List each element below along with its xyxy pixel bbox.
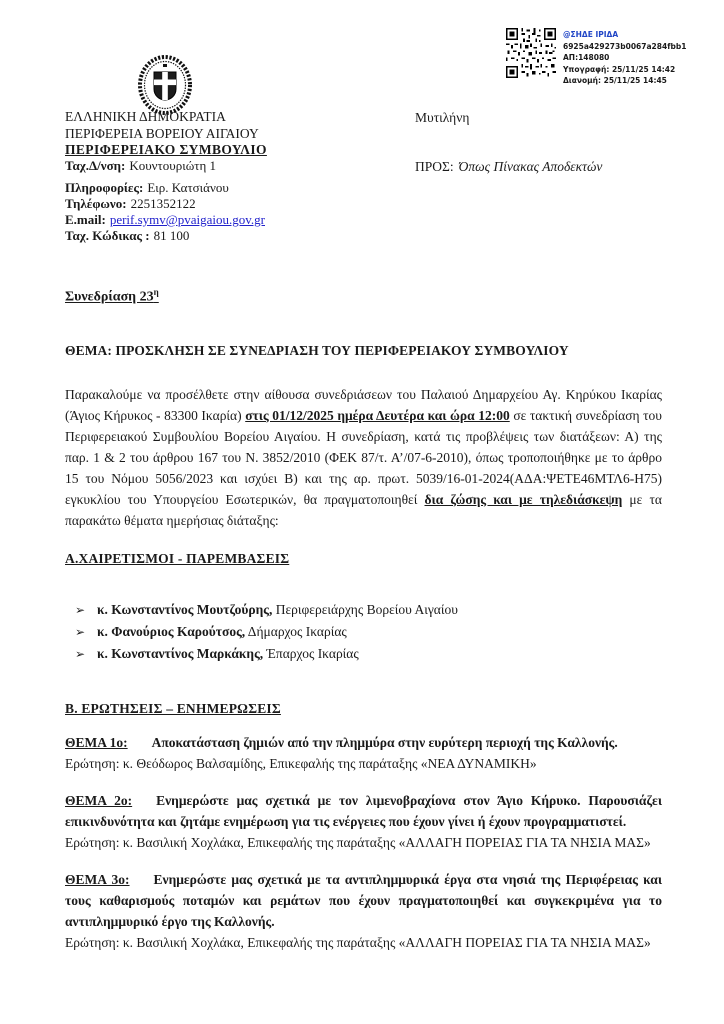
to-value: Όπως Πίνακας Αποδεκτών [458,159,603,174]
topic-3-title-text: Ενημερώστε μας σχετικά με τα αντιπλημμυρικά έργα στα νησιά της Περιφέρειας και τους καθαρισμούς ποταμών και ρεμάτων που έχουν πραγματοποιηθεί και συγκεκριμένα για το αντιπλημμυρικό έργο της Καλλονής. [65,871,662,929]
hellenic-republic-emblem-icon [120,54,210,116]
contact-postal-label: Ταχ. Κώδικας : [65,228,150,243]
city-line: Μυτιλήνη [415,110,470,125]
topic-1-title-text: Αποκατάσταση ζημιών από την πλημμύρα στην ευρύτερη περιοχή της Καλλονής. [151,734,618,750]
contact-details [65,158,265,244]
topic-3-title [65,869,662,932]
topic-1-question: Ερώτηση: κ. Θεόδωρος Βαλσαμίδης, Επικεφαλής της παράταξης «ΝΕΑ ΔΥΝΑΜΙΚΗ» [65,755,537,771]
contact-address-value: Κουντουριώτη 1 [129,158,217,173]
org-line-republic: ΕΛΛΗΝΙΚΗ ΔΗΜΟΚΡΑΤΙΑ [65,109,226,124]
session-title-superscript: η [153,287,159,297]
contact-phone [65,196,265,212]
irida-metadata [563,28,686,87]
irida-distribution-timestamp: Διανομή: 25/11/25 14:45 [563,76,667,85]
irida-signature-timestamp: Υπογραφή: 25/11/25 14:42 [563,64,676,74]
document-body [65,282,662,969]
topic-3-label: ΘΕΜΑ 3ο: [65,871,130,887]
contact-info-label: Πληροφορίες: [65,180,144,195]
contact-email-label: E.mail: [65,212,106,227]
section-a-heading: Α.ΧΑΙΡΕΤΙΣΜΟΙ - ΠΑΡΕΜΒΑΣΕΙΣ [65,550,290,566]
subject-line: ΘΕΜΑ: ΠΡΟΣΚΛΗΣΗ ΣΕ ΣΥΝΕΔΡΙΑΣΗ ΤΟΥ ΠΕΡΙΦΕΡΕΙΑΚΟΥ ΣΥΜΒΟΥΛΙΟΥ [65,342,569,358]
greeter-role: Περιφερειάρχης Βορείου Αιγαίου [272,601,458,617]
greeter-role: Έπαρχος Ικαρίας [263,645,359,661]
list-item [75,643,662,665]
org-line-region: ΠΕΡΙΦΕΡΕΙΑ ΒΟΡΕΙΟΥ ΑΙΓΑΙΟΥ [65,125,259,141]
greeter-name: κ. Φανούριος Καρούτσος, [97,623,246,639]
arrow-bullet-icon: ➢ [75,646,86,661]
irida-protocol-number: ΑΠ:148080 [563,53,610,62]
greetings-list [75,599,662,665]
topic-3 [65,869,662,953]
topic-1-title [65,732,662,753]
contact-address [65,158,265,174]
recipient-line [415,159,602,175]
greeter-name: κ. Κωνσταντίνος Μουτζούρης, [97,601,273,617]
topic-1 [65,732,662,774]
intro-text-1: Παρακαλούμε να προσέλθετε στην αίθουσα συνεδριάσεων του Παλαιού Δημαρχείου Αγ. Κηρύκου Ικαρίας (Άγιος Κήρυκος - 83300 Ικαρία) [65,386,662,423]
greeter-name: κ. Κωνσταντίνος Μαρκάκης, [97,645,264,661]
contact-postal-value: 81 100 [153,228,190,243]
arrow-bullet-icon: ➢ [75,624,86,639]
irida-system-label: @ΣΗΔΕ ΙΡΙΔΑ [563,30,619,39]
qr-code-icon [506,28,556,78]
to-label: ΠΡΟΣ: [415,159,454,174]
contact-email [65,212,265,228]
contact-phone-value: 2251352122 [130,196,196,211]
contact-info-value: Ειρ. Κατσιάνου [147,180,229,195]
intro-date-time: στις 01/12/2025 ημέρα Δευτέρα και ώρα 12:00 [245,407,510,423]
irida-hash: 6925a429273b0067a284fbb1 [563,41,687,51]
list-item [75,599,662,621]
contact-postal-code [65,228,265,244]
intro-text-3: με τα παρακάτω θέματα ημερήσιας διάταξης: [65,491,662,528]
email-link[interactable]: perif.symv@pvaigaiou.gov.gr [109,212,265,227]
letterhead [65,109,267,159]
org-line-council: ΠΕΡΙΦΕΡΕΙΑΚΟ ΣΥΜΒΟΥΛΙΟ [65,142,267,157]
topic-2-title [65,790,662,832]
arrow-bullet-icon: ➢ [75,602,86,617]
section-b-heading: Β. ΕΡΩΤΗΣΕΙΣ – ΕΝΗΜΕΡΩΣΕΙΣ [65,700,281,716]
topic-3-question: Ερώτηση: κ. Βασιλική Χοχλάκα, Επικεφαλής της παράταξης «ΑΛΛΑΓΗ ΠΟΡΕΙΑΣ ΓΙΑ ΤΑ ΝΗΣΙΑ ΜΑΣ» [65,934,651,950]
session-title-text: Συνεδρίαση 23 [65,289,154,305]
topic-1-label: ΘΕΜΑ 1ο: [65,734,128,750]
session-title [65,282,662,308]
topic-2-label: ΘΕΜΑ 2ο: [65,792,133,808]
list-item [75,621,662,643]
contact-info-person [65,180,265,196]
topic-2 [65,790,662,853]
contact-phone-label: Τηλέφωνο: [65,196,127,211]
contact-address-label: Ταχ.Δ/νση: [65,158,126,173]
topic-2-question: Ερώτηση: κ. Βασιλική Χοχλάκα, Επικεφαλής της παράταξης «ΑΛΛΑΓΗ ΠΟΡΕΙΑΣ ΓΙΑ ΤΑ ΝΗΣΙΑ ΜΑΣ» [65,834,651,850]
intro-text-2: σε τακτική συνεδρίαση του Περιφερειακού Συμβουλίου Βορείου Αιγαίου. Η συνεδρίαση, κατά τις προβλέψεις των διατάξεων: Α) της παρ. 1 & 2 του άρθρου 167 του Ν. 3852/2010 (ΦΕΚ 87/τ. Α’/07-6-2010), όπως τροποποιήθηκε με το άρθρο 15 του Νόμου 5056/2023 και ισχύει Β) και της αρ. πρωτ. 5039/16-01-2024(ΑΔΑ:ΨΕΤΕ46ΜΤΛ6-Η75) εγκυκλίου του Υπουργείου Εσωτερικών, θα πραγματοποιηθεί [65,407,662,507]
irida-stamp [506,28,686,87]
topic-2-title-text: Ενημερώστε μας σχετικά με τον λιμενοβραχίονα στον Άγιο Κήρυκο. Παρουσιάζει επικινδυνότητα και ζητάμε ενημέρωση για τις ενέργειες που έχουν γίνει ή έχουν προγραμματιστεί. [65,792,663,829]
intro-meeting-mode: δια ζώσης και με τηλεδιάσκεψη [424,491,623,507]
greeter-role: Δήμαρχος Ικαρίας [245,623,347,639]
invitation-paragraph [65,384,662,531]
